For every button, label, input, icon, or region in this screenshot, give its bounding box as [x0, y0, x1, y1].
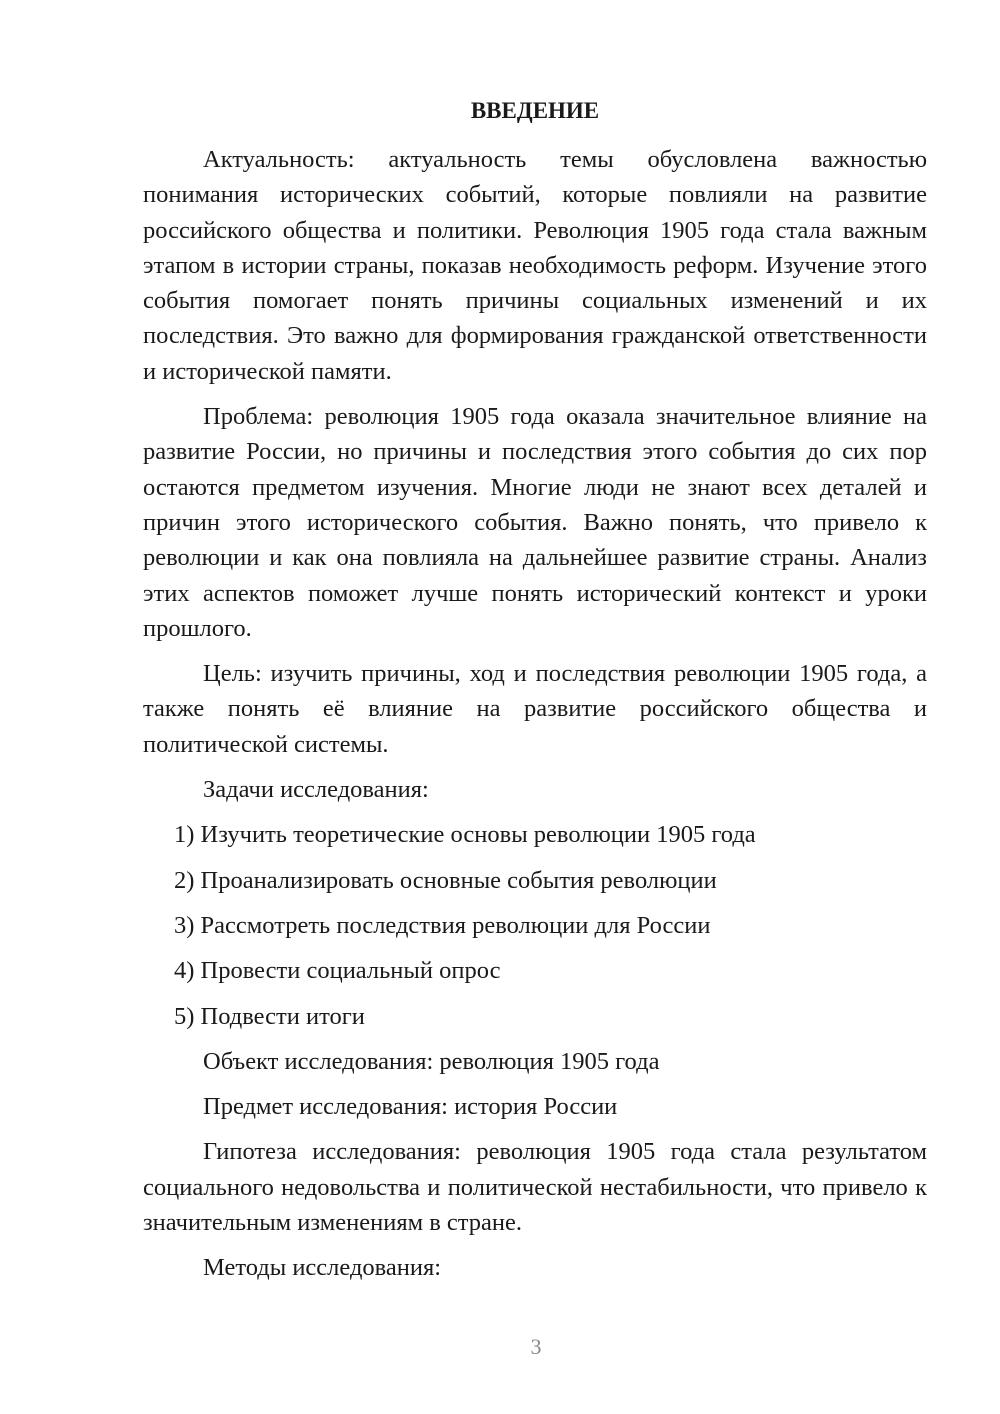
task-item-3: 3) Рассмотреть последствия революции для России [174, 911, 711, 939]
research-object: Объект исследования: революция 1905 года [203, 1047, 660, 1075]
section-title: ВВЕДЕНИЕ [470, 98, 600, 123]
page-content [143, 96, 927, 1296]
tasks-heading: Задачи исследования: [203, 776, 429, 804]
hypothesis-paragraph: Гипотеза исследования: революция 1905 года стала результатом социального недовольства и политической нестабильности, что привело к значительным изменениям в стране. [143, 1138, 927, 1237]
methods-heading: Методы исследования: [203, 1254, 442, 1282]
goal-paragraph: Цель: изучить причины, ход и последствия революции 1905 года, а также понять её влияние на развитие российского общества и политической системы. [143, 660, 927, 758]
research-subject: Предмет исследования: история России [203, 1093, 618, 1121]
relevance-paragraph: Актуальность: актуальность темы обусловлена важностью понимания исторических событий, которые повлияли на развитие российского общества и политики. Революция 1905 года стала важным этапом в истории страны, показав необходимость реформ. Изучение этого события помогает понять причины социальных изменений и их последствия. Это важно для формирования гражданской ответственности и исторической памяти. [143, 146, 927, 385]
task-item-4: 4) Провести социальный опрос [174, 957, 501, 985]
page-number: 3 [530, 1334, 542, 1359]
task-item-5: 5) Подвести итоги [174, 1002, 365, 1030]
task-item-2: 2) Проанализировать основные события революции [174, 866, 717, 894]
problem-paragraph: Проблема: революция 1905 года оказала значительное влияние на развитие России, но причины и последствия этого события до сих пор остаются предметом изучения. Многие люди не знают всех деталей и причин этого исторического события. Важно понять, что привело к революции и как она повлияла на дальнейшее развитие страны. Анализ этих аспектов поможет лучше понять исторический контекст и уроки прошлого. [143, 403, 927, 642]
task-item-1: 1) Изучить теоретические основы революции 1905 года [174, 821, 756, 849]
